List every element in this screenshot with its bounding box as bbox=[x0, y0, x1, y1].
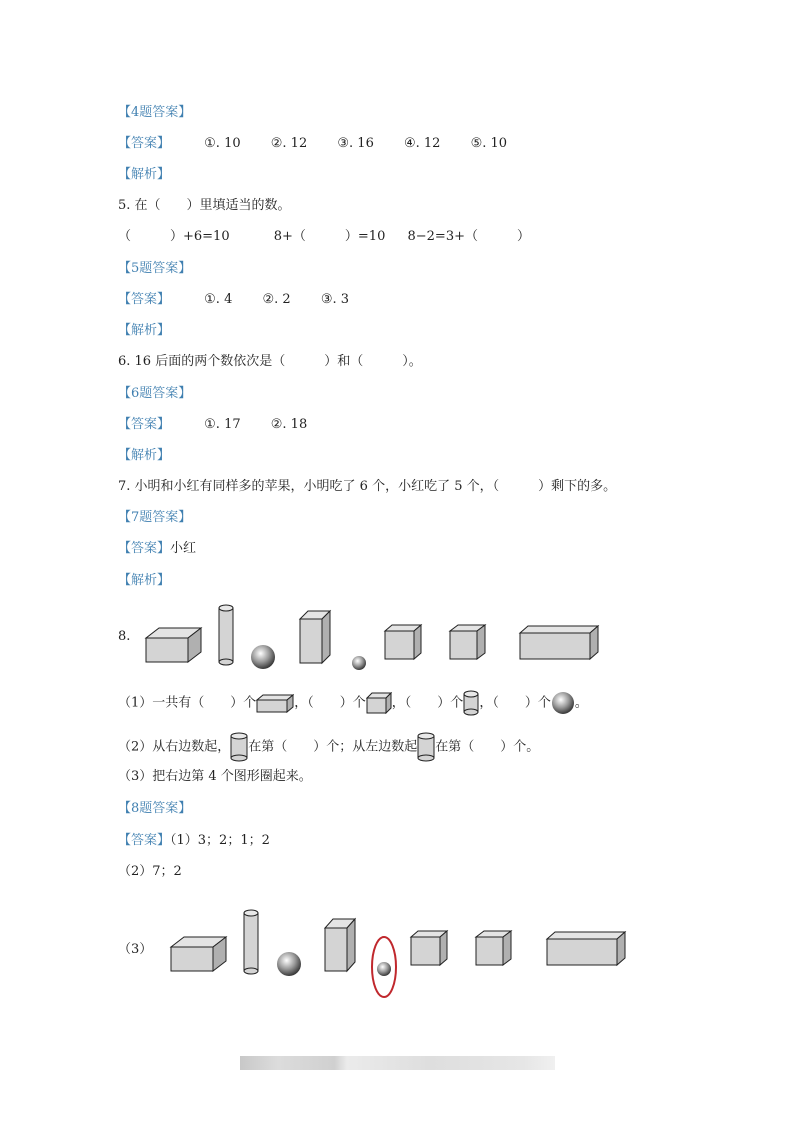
q7-question: 7. 小明和小红有同样多的苹果，小明吃了 6 个，小红吃了 5 个，（ ）剩下的多。 bbox=[118, 479, 617, 494]
cuboid-icon bbox=[171, 937, 226, 971]
q8-sub1-text: ，（ ）个 bbox=[391, 695, 464, 711]
small-sphere-icon bbox=[377, 962, 391, 976]
q7-analysis-label: 【解析】 bbox=[118, 573, 171, 588]
q5-expressions bbox=[118, 228, 530, 246]
answer-item: ③. 16 bbox=[337, 136, 374, 151]
q8-sub1-text: ，（ ）个 bbox=[479, 695, 551, 711]
q6-answer-header: 【6题答案】 bbox=[118, 386, 192, 401]
cube-icon bbox=[450, 625, 485, 659]
q8-sub1-text: ，（ ）个 bbox=[294, 695, 366, 711]
cylinder-icon bbox=[244, 910, 258, 974]
blurred-footer bbox=[240, 1056, 555, 1070]
tall-cuboid-icon bbox=[325, 919, 355, 971]
answer-label: 【答案】 bbox=[118, 292, 171, 307]
answer-label: 【答案】 bbox=[118, 833, 171, 848]
q8-sub2-text: 在第（ ）个；从左边数起 bbox=[248, 739, 418, 755]
cube-icon bbox=[366, 692, 392, 714]
q8-answer-header: 【8题答案】 bbox=[118, 801, 192, 816]
q8-sub2-text: （2）从右边数起， bbox=[118, 739, 231, 755]
answer-item: ①. 4 bbox=[204, 292, 233, 307]
answer-item: ①. 17 bbox=[204, 417, 241, 432]
answer-item: ⑤. 10 bbox=[470, 136, 508, 151]
q5-analysis-label: 【解析】 bbox=[118, 323, 171, 338]
answer-item: ②. 2 bbox=[262, 292, 291, 307]
q4-answer-row bbox=[118, 135, 507, 153]
cylinder-icon bbox=[417, 732, 435, 762]
q8-sub1 bbox=[118, 690, 588, 716]
answer-item: ②. 12 bbox=[270, 136, 308, 151]
answer-text: （1）3；2；1；2 bbox=[170, 833, 270, 848]
q8-shapes-figure bbox=[140, 600, 610, 675]
cube-icon bbox=[411, 931, 447, 965]
answer-label: 【答案】 bbox=[118, 541, 171, 556]
q8-number: 8. bbox=[118, 629, 131, 644]
long-cuboid-icon bbox=[547, 932, 625, 965]
q7-answer-row bbox=[118, 540, 196, 558]
cuboid-icon bbox=[256, 693, 294, 713]
q8-answer-figure bbox=[165, 905, 635, 1005]
q8-sub3: （3）把右边第 4 个图形圈起来。 bbox=[118, 769, 312, 784]
q5-expr-1: （ ）+6=10 bbox=[118, 229, 230, 244]
cylinder-icon bbox=[230, 732, 248, 762]
q8-answer-2: （2）7；2 bbox=[118, 864, 182, 879]
q8-sub2 bbox=[118, 732, 539, 762]
sphere-icon bbox=[251, 645, 275, 669]
q5-expr-3: 8−2=3+（ ） bbox=[407, 229, 530, 244]
sphere-icon bbox=[551, 691, 575, 715]
cylinder-icon bbox=[463, 690, 479, 716]
sphere-icon bbox=[277, 952, 301, 976]
cube-icon bbox=[385, 625, 421, 659]
tall-cuboid-icon bbox=[300, 611, 330, 663]
q4-answer-header: 【4题答案】 bbox=[118, 105, 192, 120]
answer-item: ④. 12 bbox=[403, 136, 441, 151]
answer-item: ②. 18 bbox=[270, 417, 308, 432]
q5-answer-header: 【5题答案】 bbox=[118, 261, 192, 276]
q8-sub1-text: 。 bbox=[574, 695, 588, 711]
cylinder-icon bbox=[219, 605, 233, 665]
q8-sub2-text: 在第（ ）个。 bbox=[435, 739, 540, 755]
q5-answer-row bbox=[118, 291, 349, 309]
q8-answer-3-label: （3） bbox=[118, 942, 153, 957]
q7-answer-header: 【7题答案】 bbox=[118, 510, 192, 525]
long-cuboid-icon bbox=[520, 626, 598, 659]
q5-question: 5. 在（ ）里填适当的数。 bbox=[118, 198, 291, 213]
answer-label: 【答案】 bbox=[118, 417, 171, 432]
answer-item: ①. 10 bbox=[204, 136, 241, 151]
small-sphere-icon bbox=[352, 656, 366, 670]
answer-item: ③. 3 bbox=[320, 292, 350, 307]
q6-answer-row bbox=[118, 416, 307, 434]
answer-text: 小红 bbox=[170, 541, 197, 556]
q5-expr-2: 8+（ ）=10 bbox=[273, 229, 386, 244]
cube-icon bbox=[476, 931, 511, 965]
q6-question: 6. 16 后面的两个数依次是（ ）和（ ）。 bbox=[118, 354, 422, 369]
q6-analysis-label: 【解析】 bbox=[118, 448, 171, 463]
q8-sub1-text: （1）一共有（ ）个 bbox=[118, 695, 257, 711]
cuboid-icon bbox=[146, 628, 201, 662]
answer-label: 【答案】 bbox=[118, 136, 171, 151]
q4-analysis-label: 【解析】 bbox=[118, 167, 171, 182]
q8-answer-row bbox=[118, 832, 270, 850]
